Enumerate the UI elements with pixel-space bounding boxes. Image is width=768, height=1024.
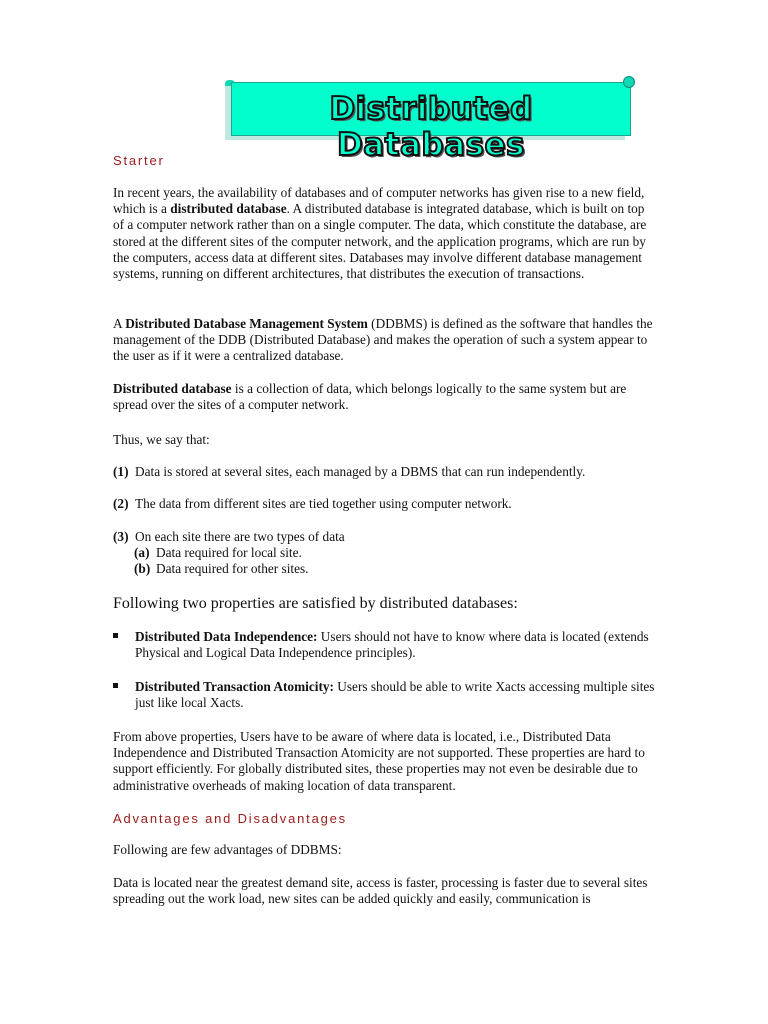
list-item	[113, 496, 658, 512]
bullet-text	[135, 629, 663, 661]
bullet-text	[135, 679, 663, 711]
bold-term: Distributed Data Independence:	[135, 629, 318, 644]
bold-term: Distributed Database Management System	[125, 316, 368, 331]
item-number: (1)	[113, 464, 129, 479]
banner-box	[231, 82, 631, 163]
paragraph-advantages-intro: Following are few advantages of DDBMS:	[113, 842, 342, 857]
paragraph-intro	[113, 185, 658, 282]
sub-list-item	[134, 561, 309, 577]
item-text: On each site there are two types of data	[135, 529, 345, 544]
item-number: (3)	[113, 529, 129, 544]
list-item	[113, 529, 658, 545]
paragraph-ddb-definition	[113, 381, 658, 413]
item-text: Data required for other sites.	[156, 561, 309, 576]
text-run: (DDBMS) is defined as the software that handles the management of the DDB (Distributed Database) and makes the operation of such a system appear to the user as if it were a centralized database.	[113, 316, 653, 364]
text-run: is a collection of data, which belongs logically to the same system but are spread over the sites of a computer network.	[113, 381, 627, 413]
item-text: Data required for local site.	[156, 545, 302, 560]
text-run: In recent years, the availability of databases and of computer networks has given rise to a new field, which is a	[113, 185, 645, 217]
item-number: (2)	[113, 496, 129, 511]
list-item	[113, 464, 658, 480]
item-number: (b)	[134, 561, 151, 576]
paragraph-properties-note: From above properties, Users have to be aware of where data is located, i.e., Distributed Data Independence and Distributed Transaction Atomicity are not supported. These properties are hard to support efficiently. For globally distributed sites, these properties may not even be desirable due to administrative overheads of making location of data transparent.	[113, 729, 645, 793]
square-bullet-icon	[113, 633, 118, 638]
text-run: . A distributed database is integrated database, which is built on top of a computer network rather than on a single computer. The data, which constitute the database, are stored at the different sites of the computer network, and the application programs, which are run by the computers, access data at different sites. Databases may involve different database management systems, running on different architectures, that distributes the execution of transactions.	[113, 201, 647, 282]
bold-term: Distributed database	[113, 381, 232, 396]
section-heading-advantages: Advantages and Disadvantages	[113, 811, 347, 826]
text-run: A	[113, 316, 126, 331]
bold-term: distributed database	[170, 201, 287, 217]
item-number: (a)	[134, 545, 150, 560]
document-title: Distributed Databases	[329, 91, 533, 163]
sub-list-item	[134, 545, 302, 561]
paragraph-ddbms-definition	[113, 316, 658, 365]
text-run: Users should not have to know where data is located (extends Physical and Logical Data Independence principles).	[135, 629, 649, 661]
item-text: Data is stored at several sites, each managed by a DBMS that can run independently.	[135, 464, 586, 479]
paragraph-thus: Thus, we say that:	[113, 432, 210, 447]
item-text: The data from different sites are tied together using computer network.	[135, 496, 512, 511]
scroll-curl-right	[623, 76, 635, 88]
bold-term: Distributed Transaction Atomicity:	[135, 679, 334, 694]
text-run: Users should be able to write Xacts accessing multiple sites just like local Xacts.	[135, 679, 655, 711]
paragraph-advantages: Data is located near the greatest demand site, access is faster, processing is faster due to several sites spreading out the work load, new sites can be added quickly and easily, communication is	[113, 875, 648, 907]
title-banner	[225, 76, 635, 163]
square-bullet-icon	[113, 683, 118, 688]
section-heading-starter: Starter	[113, 153, 165, 168]
properties-intro: Following two properties are satisfied by distributed databases:	[113, 595, 518, 612]
